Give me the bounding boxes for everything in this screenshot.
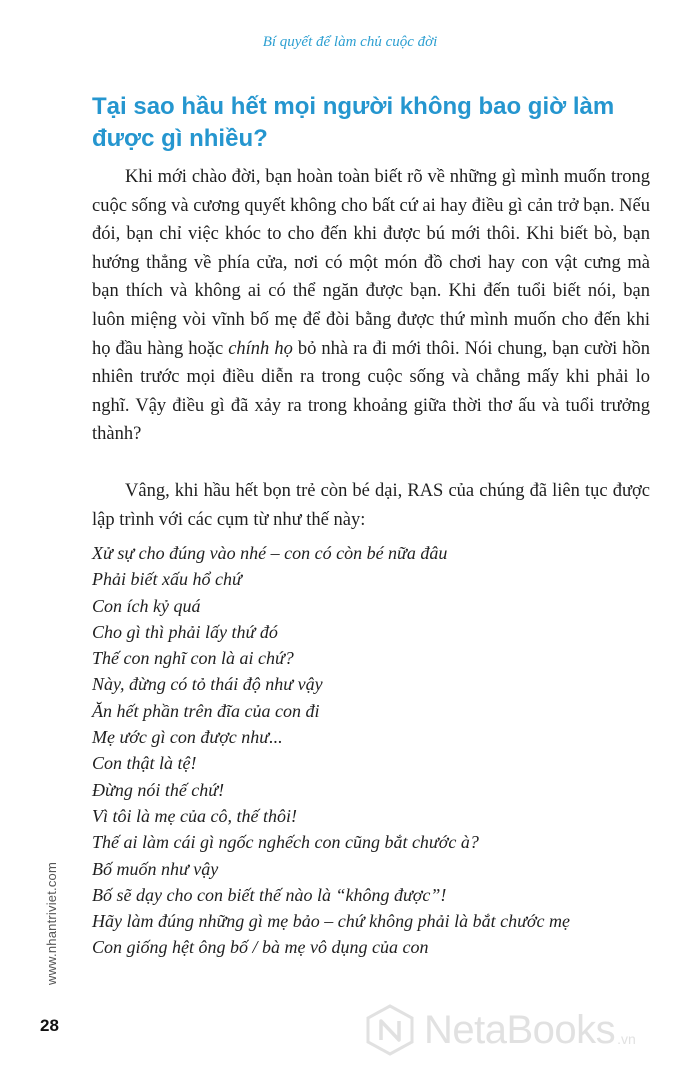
paragraph-1-text-b: bỏ nhà ra đi mới thôi. Nói chung, bạn cười hồn nhiên trước mọi điều diễn ra trong cuộc sống và chẳng mấy khi phải lo nghĩ. Vậy điều gì đã xảy ra trong khoảng giữa thời thơ ấu và tuổi trưởng thành? [92, 338, 650, 445]
phrase-item: Thế con nghĩ con là ai chứ? [92, 648, 294, 669]
section-heading: Tại sao hầu hết mọi người không bao giờ làm được gì nhiều? [92, 93, 615, 152]
paragraph-1-emphasis: chính họ [228, 338, 293, 359]
watermark-text: NetaBooks [424, 1007, 616, 1052]
phrase-item: Con thật là tệ! [92, 753, 197, 774]
phrase-item: Bố sẽ dạy cho con biết thế nào là “không được”! [92, 884, 447, 905]
page-number: 28 [40, 1016, 59, 1035]
phrase-item: Phải biết xấu hổ chứ [92, 569, 242, 590]
phrase-item: Con giống hệt ông bố / bà mẹ vô dụng của con [92, 937, 429, 958]
watermark-suffix: .vn [617, 1031, 636, 1047]
phrase-item: Bố muốn như vậy [92, 858, 219, 879]
phrase-item: Vì tôi là mẹ của cô, thế thôi! [92, 805, 297, 826]
running-header: Bí quyết để làm chủ cuộc đời [262, 34, 438, 50]
phrase-item: Xử sự cho đúng vào nhé – con có còn bé nữa đâu [92, 543, 448, 563]
watermark [364, 1003, 636, 1057]
phrase-item: Hãy làm đúng những gì mẹ bảo – chứ không phải là bắt chước mẹ [92, 911, 570, 932]
phrase-list [92, 540, 662, 961]
netabooks-logo-icon [364, 1004, 416, 1056]
phrase-item: Này, đừng có tỏ thái độ như vậy [92, 674, 323, 695]
phrase-item: Ăn hết phần trên đĩa của con đi [92, 700, 320, 721]
phrase-item: Mẹ ước gì con được như... [92, 727, 283, 748]
body-paragraph-1 [92, 163, 650, 449]
body-paragraph-2: Vâng, khi hầu hết bọn trẻ còn bé dại, RAS của chúng đã liên tục được lập trình với các cụm từ như thế này: [92, 481, 650, 530]
phrase-item: Thế ai làm cái gì ngốc nghếch con cũng bắt chước à? [92, 832, 479, 853]
paragraph-1-text-a: Khi mới chào đời, bạn hoàn toàn biết rõ về những gì mình muốn trong cuộc sống và cương quyết không cho bất cứ ai hay điều gì cản trở bạn. Nếu đói, bạn chỉ việc khóc to cho đến khi được bú mới thôi. Khi biết bò, bạn hướng thẳng về phía cửa, nơi có một món đồ chơi hay con vật cưng mà bạn thích và không ai có thể ngăn được bạn. Khi đến tuổi biết nói, bạn luôn miệng vòi vĩnh bố mẹ để đòi bằng được thứ mình muốn cho đến khi họ đầu hàng hoặc [92, 167, 650, 359]
phrase-item: Đừng nói thế chứ! [92, 779, 225, 800]
phrase-item: Cho gì thì phải lấy thứ đó [92, 621, 278, 642]
phrase-item: Con ích kỷ quá [92, 595, 201, 616]
side-url: www.nhantriviet.com [44, 861, 59, 985]
